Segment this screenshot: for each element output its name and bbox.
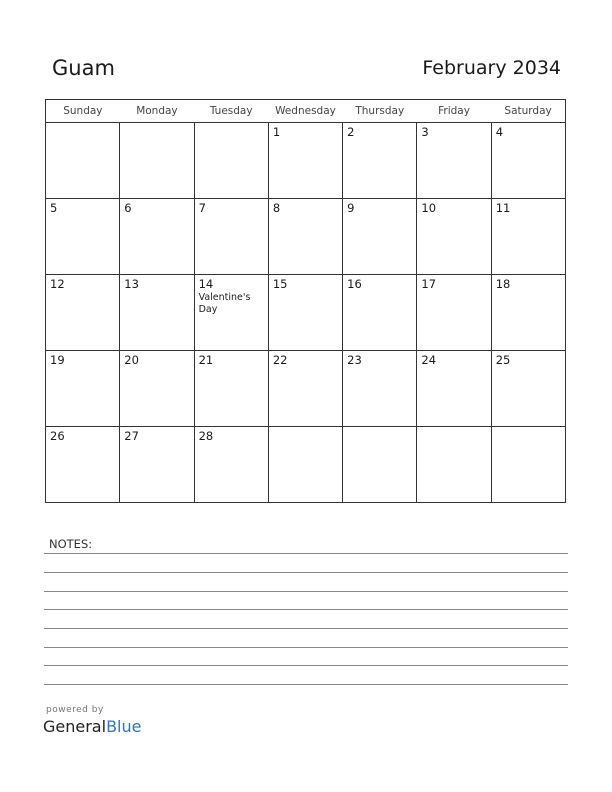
weekday-wednesday: Wednesday	[268, 100, 342, 123]
day-cell	[46, 123, 120, 199]
note-line	[44, 609, 568, 610]
weekday-saturday: Saturday	[491, 100, 565, 123]
day-number: 6	[124, 201, 132, 215]
day-number: 7	[198, 201, 206, 215]
day-cell	[120, 275, 194, 351]
weekday-sunday: Sunday	[46, 100, 120, 123]
weekday-thursday: Thursday	[343, 100, 417, 123]
day-cell	[343, 275, 417, 351]
day-number: 12	[50, 277, 65, 291]
day-number: 3	[421, 125, 429, 139]
day-cell	[194, 351, 268, 427]
holiday-label: Valentine's Day	[198, 292, 251, 315]
day-number: 18	[495, 277, 511, 291]
day-cell	[194, 199, 268, 275]
day-number: 19	[50, 353, 65, 367]
day-cell	[120, 123, 194, 199]
note-line	[44, 647, 568, 648]
day-cell	[491, 275, 565, 351]
day-cell	[268, 123, 342, 199]
day-cell	[343, 123, 417, 199]
day-cell	[46, 275, 120, 351]
day-number: 21	[198, 353, 214, 367]
day-cell	[46, 351, 120, 427]
day-cell	[46, 199, 120, 275]
day-cell	[417, 275, 491, 351]
day-cell	[491, 199, 565, 275]
day-cell	[120, 427, 194, 503]
day-number: 24	[421, 353, 437, 367]
note-line	[44, 591, 568, 592]
day-number: 8	[272, 201, 281, 215]
region-title: Guam	[52, 56, 115, 80]
day-number: 10	[421, 201, 437, 215]
weekday-tuesday: Tuesday	[194, 100, 268, 123]
day-cell	[120, 199, 194, 275]
week-row	[46, 351, 566, 427]
day-cell	[46, 427, 120, 503]
day-number: 2	[347, 125, 355, 139]
day-cell	[268, 427, 342, 503]
day-number: 16	[347, 277, 362, 291]
week-row	[46, 123, 566, 199]
day-cell	[491, 427, 565, 503]
day-number: 17	[421, 277, 437, 291]
day-number: 22	[272, 353, 288, 367]
day-cell	[268, 275, 342, 351]
note-line	[44, 553, 568, 554]
calendar-grid	[45, 99, 566, 503]
day-number: 4	[495, 125, 504, 139]
logo-blue: Blue	[106, 717, 142, 736]
note-line	[44, 572, 568, 573]
day-cell	[268, 199, 342, 275]
note-line	[44, 665, 568, 666]
day-cell	[343, 427, 417, 503]
day-cell	[417, 199, 491, 275]
day-number: 28	[198, 429, 214, 443]
day-number: 1	[272, 125, 281, 139]
day-cell	[343, 199, 417, 275]
powered-by-text: powered by	[46, 705, 104, 715]
day-number: 5	[50, 201, 58, 215]
logo-general: General	[43, 717, 107, 736]
day-number: 13	[124, 277, 139, 291]
weekday-header-row	[46, 100, 566, 123]
month-year-title: February 2034	[422, 57, 561, 79]
day-cell	[491, 123, 565, 199]
day-cell	[417, 351, 491, 427]
day-number: 14	[198, 277, 214, 291]
day-number: 23	[347, 353, 362, 367]
day-cell	[417, 123, 491, 199]
day-number: 26	[50, 429, 65, 443]
day-cell	[343, 351, 417, 427]
day-number: 27	[124, 429, 139, 443]
day-cell	[120, 351, 194, 427]
note-line	[44, 684, 568, 685]
day-number: 20	[124, 353, 139, 367]
day-cell	[194, 123, 268, 199]
day-number: 9	[347, 201, 355, 215]
week-row	[46, 275, 566, 351]
day-cell	[194, 427, 268, 503]
day-cell	[417, 427, 491, 503]
day-number: 15	[272, 277, 288, 291]
day-cell	[194, 275, 268, 351]
day-number: 11	[495, 201, 511, 215]
weekday-friday: Friday	[417, 100, 491, 123]
generalblue-logo	[43, 717, 141, 736]
note-line	[44, 628, 568, 629]
day-number: 25	[495, 353, 511, 367]
day-cell	[268, 351, 342, 427]
week-row	[46, 199, 566, 275]
week-row	[46, 427, 566, 503]
notes-label: NOTES:	[49, 537, 93, 551]
day-cell	[491, 351, 565, 427]
weekday-monday: Monday	[120, 100, 194, 123]
